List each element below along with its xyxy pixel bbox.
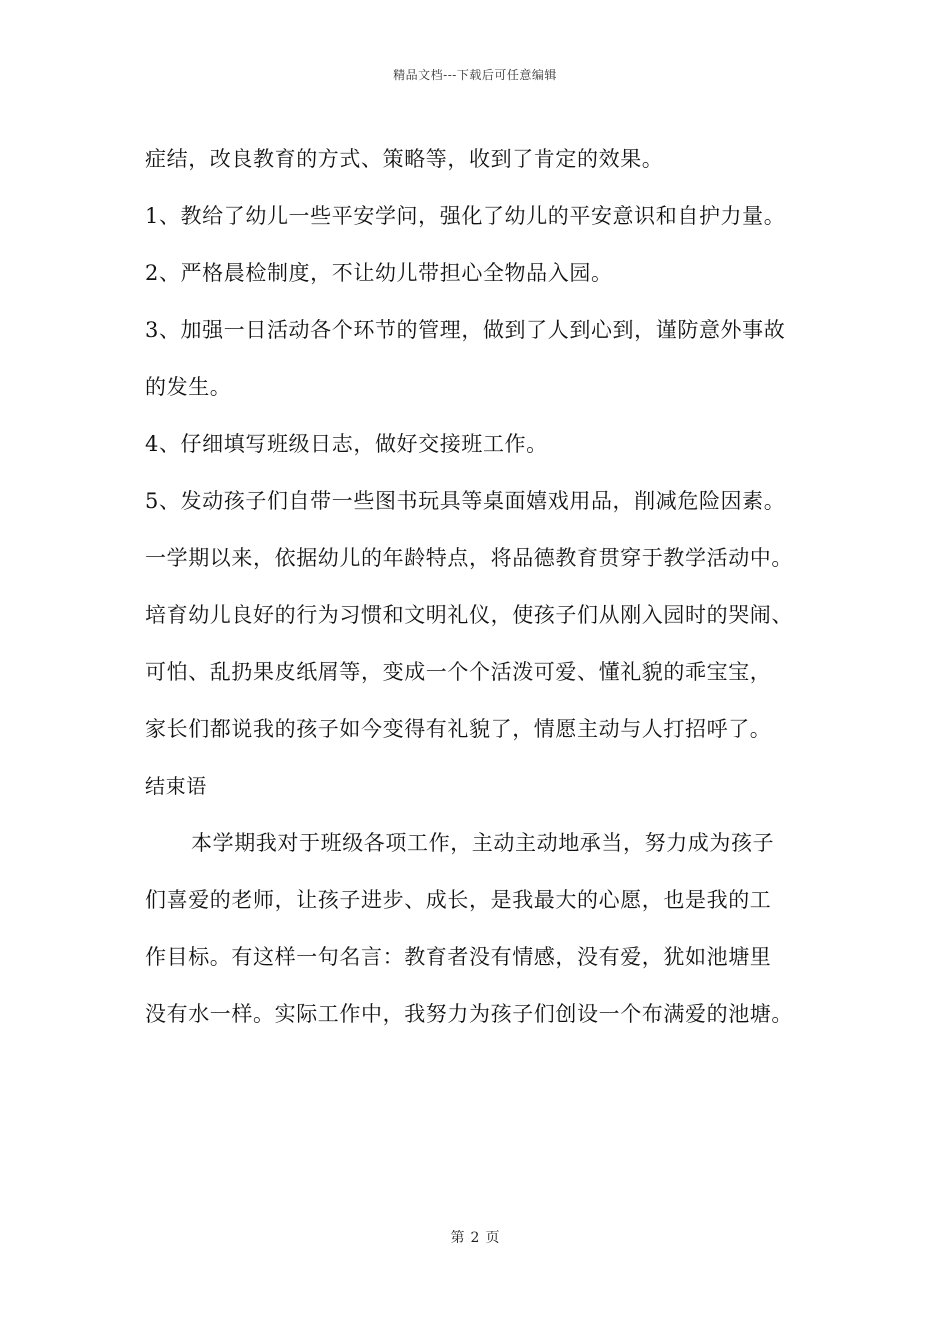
paragraph-line: 们喜爱的老师，让孩子进步、成长，是我最大的心愿，也是我的工 [145,888,772,912]
list-item-3-continued: 的发生。 [145,375,232,399]
page-footer [0,1227,950,1247]
paragraph-line: 家长们都说我的孩子如今变得有礼貌了，情愿主动与人打招呼了。 [145,717,772,741]
list-item-5: 5、发动孩子们自带一些图书玩具等桌面嬉戏用品，削减危险因素。 [145,489,786,513]
section-heading: 结束语 [145,774,207,798]
list-item-3: 3、加强一日活动各个环节的管理，做到了人到心到，谨防意外事故 [145,318,786,342]
paragraph-line: 培育幼儿良好的行为习惯和文明礼仪，使孩子们从刚入园时的哭闹、 [145,603,793,627]
paragraph-line: 一学期以来，依据幼儿的年龄特点，将品德教育贯穿于教学活动中。 [145,546,793,570]
list-item-4: 4、仔细填写班级日志，做好交接班工作。 [145,432,548,456]
paragraph-line: 作目标。有这样一句名言：教育者没有情感，没有爱，犹如池塘里 [145,945,772,969]
paragraph-line: 没有水一样。实际工作中，我努力为孩子们创设一个布满爱的池塘。 [145,1002,793,1026]
list-item-2: 2、严格晨检制度，不让幼儿带担心全物品入园。 [145,261,613,285]
page-number: 2 [470,1230,480,1246]
page-header: 精品文档---下载后可任意编辑 [393,68,557,82]
paragraph-line: 可怕、乱扔果皮纸屑等，变成一个个活泼可爱、懂礼貌的乖宝宝， [145,660,772,684]
page-number-suffix: 页 [485,1230,500,1246]
paragraph-line: 症结，改良教育的方式、策略等，收到了肯定的效果。 [145,147,664,171]
list-item-1: 1、教给了幼儿一些平安学问，强化了幼儿的平安意识和自护力量。 [145,204,786,228]
page-number-prefix: 第 [450,1230,465,1246]
document-body [145,131,845,1043]
paragraph-line: 本学期我对于班级各项工作，主动主动地承当，努力成为孩子 [191,831,775,855]
